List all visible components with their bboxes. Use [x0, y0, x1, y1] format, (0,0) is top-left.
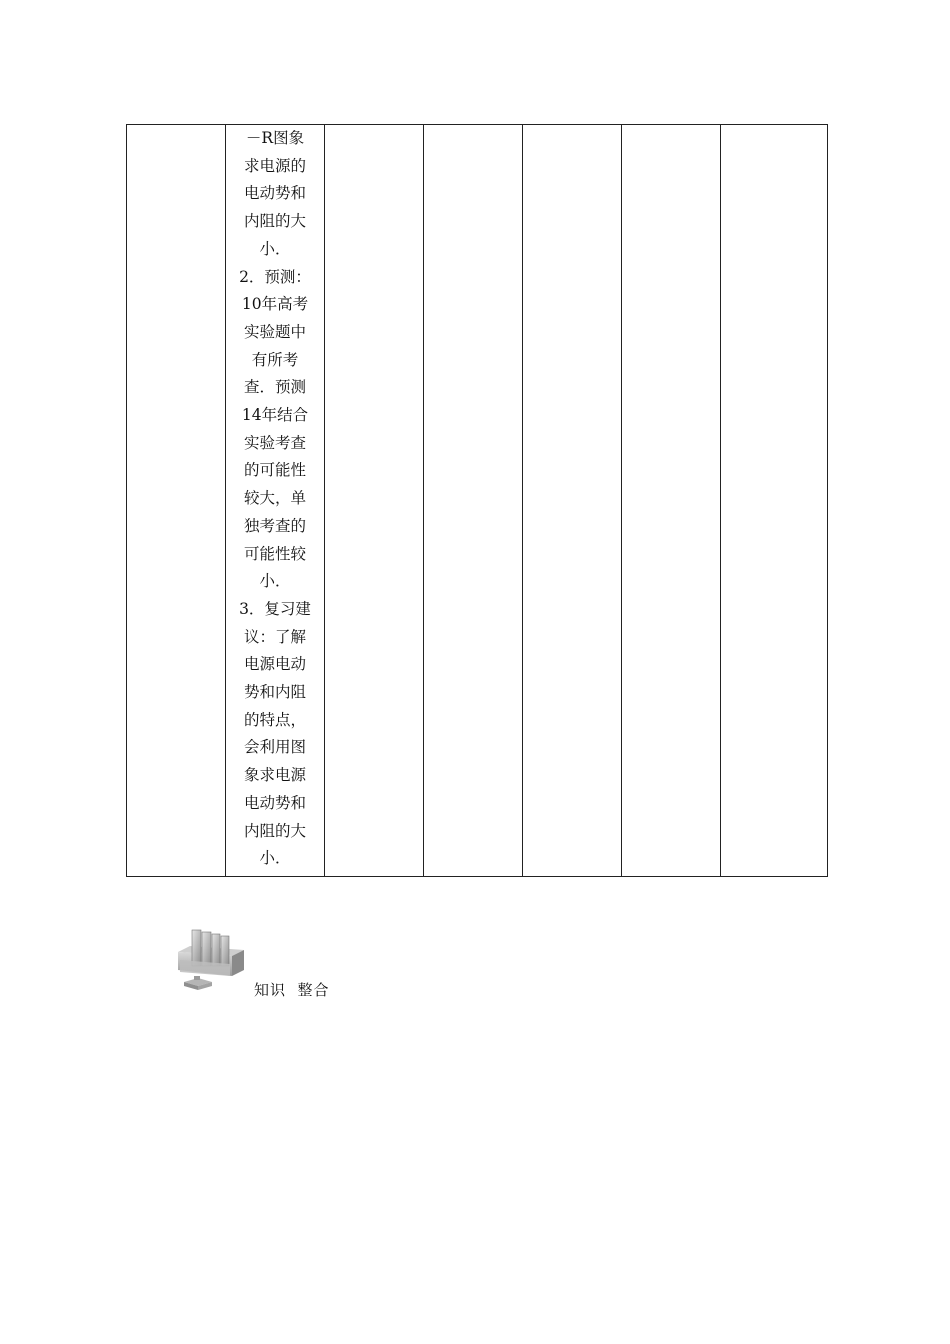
cell-text-line: 内阻的大: [243, 212, 306, 231]
cell-text-line: 3．复习建: [239, 599, 311, 618]
table-cell-5: [523, 125, 622, 877]
cell-text-line: 有所考: [251, 350, 299, 369]
cell-text-line: 较大，单: [243, 489, 306, 508]
cell-text-line: 2．预测：: [239, 267, 311, 286]
cell-text-line: 的特点，: [243, 710, 306, 729]
cell-text-line: 实验题中: [243, 322, 306, 341]
cell-text-line: 象求电源: [243, 766, 306, 785]
cell-text-line: 会利用图: [243, 738, 306, 757]
content-table: [126, 124, 828, 877]
cell-text-line: 10年高考: [241, 295, 309, 314]
books-icon: [176, 924, 248, 996]
cell-text-line: 电源电动: [243, 655, 306, 674]
cell-text-block: [226, 125, 324, 873]
cell-text-line: 可能性较: [243, 544, 306, 563]
cell-text-line: 势和内阻: [243, 683, 306, 702]
cell-text-line: －R图象: [245, 129, 305, 147]
section-title: 知识 整合: [254, 981, 330, 999]
table-cell-1: [127, 125, 226, 877]
table-cell-7: [721, 125, 828, 877]
cell-text-line: 实验考查: [243, 433, 306, 452]
cell-text-line: 小．: [259, 572, 291, 591]
cell-text-line: 小．: [259, 849, 291, 868]
table-cell-4: [424, 125, 523, 877]
table-row: [127, 125, 828, 877]
cell-text-line: 求电源的: [243, 156, 306, 175]
cell-text-line: 电动势和: [243, 184, 306, 203]
cell-text-line: 查．预测: [243, 378, 306, 397]
cell-text-line: 电动势和: [243, 793, 306, 812]
cell-text-line: 独考查的: [243, 516, 306, 535]
cell-text-line: 小．: [259, 239, 291, 258]
cell-text-line: 14年结合: [241, 406, 309, 425]
cell-text-line: 内阻的大: [243, 821, 306, 840]
table-cell-2: [226, 125, 325, 877]
knowledge-section-header: [176, 924, 476, 1004]
cell-text-line: 议：了解: [243, 627, 306, 646]
cell-text-line: 的可能性: [243, 461, 306, 480]
table-cell-3: [325, 125, 424, 877]
table-cell-6: [622, 125, 721, 877]
